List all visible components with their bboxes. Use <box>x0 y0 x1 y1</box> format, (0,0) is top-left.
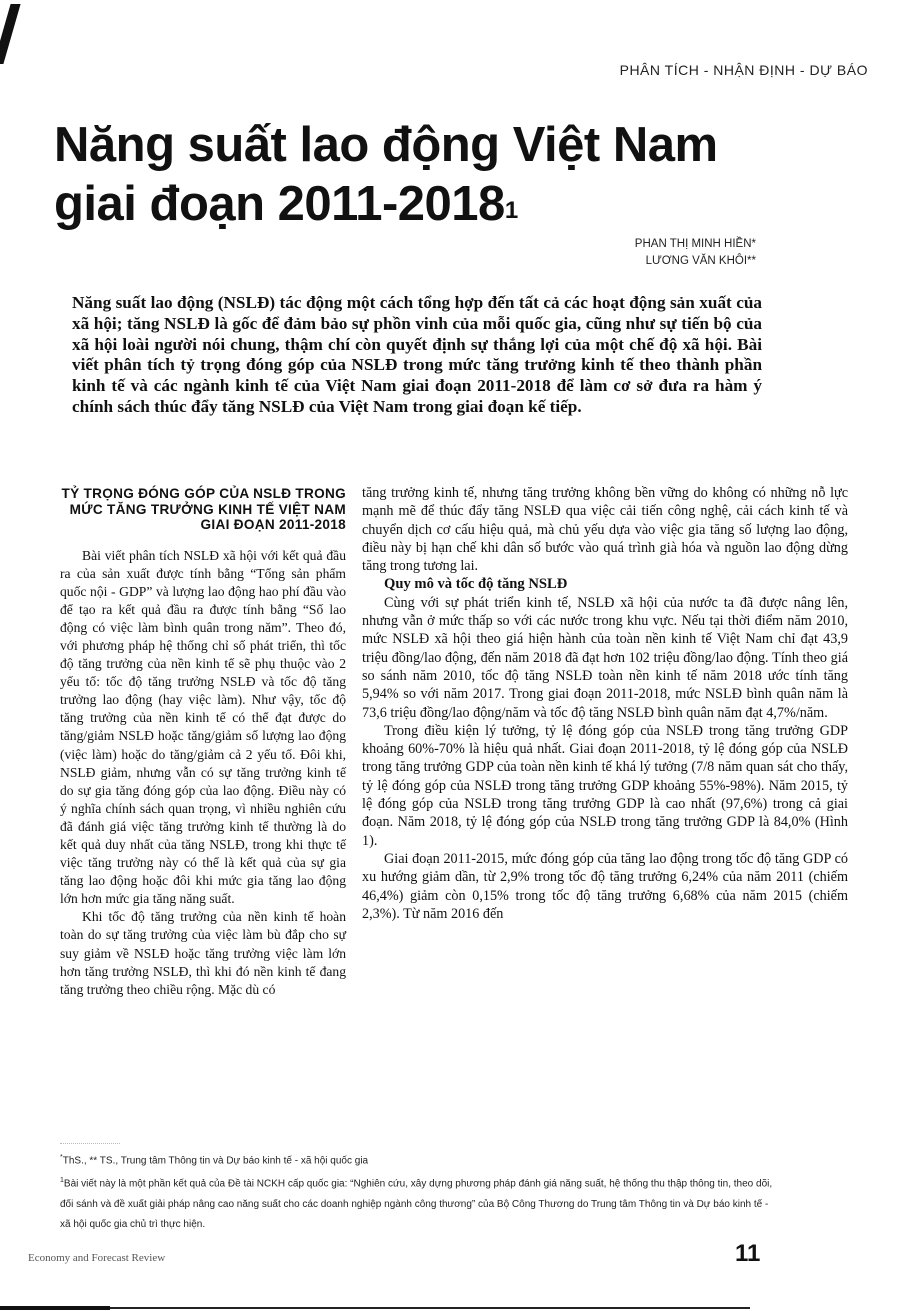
bottom-rule-thin <box>110 1307 750 1309</box>
abstract: Năng suất lao động (NSLĐ) tác động một cách tổng hợp đến tất cả các hoạt động sản xuất của xã hội; tăng NSLĐ là gốc để đảm bảo sự phồn vinh của mỗi quốc gia, cũng như sự tiến bộ của xã hội loài người nói chung, thậm chí còn quyết định sự thắng lợi của một chế độ xã hội. Bài viết phân tích tỷ trọng đóng góp của NSLĐ trong mức tăng trưởng kinh tế theo thành phần kinh tế và các ngành kinh tế của Việt Nam giai đoạn 2011-2018 để làm cơ sở đưa ra hàm ý chính sách thúc đẩy tăng NSLĐ của Việt Nam trong giai đoạn kế tiếp. <box>72 293 762 416</box>
footnote-title <box>60 1171 780 1234</box>
footnotes <box>60 1148 780 1235</box>
journal-name: Economy and Forecast Review <box>28 1252 166 1264</box>
paragraph: Bài viết phân tích NSLĐ xã hội với kết quả đầu ra của sản xuất được tính bằng “Tổng sản phẩm quốc nội - GDP” và lượng lao động hao phí đầu vào để tạo ra kết quả đầu ra được tính bằng “Số lao động có việc làm bình quân trong năm”. Theo đó, với phương pháp hệ thống chỉ số phát triển, thì tốc độ tăng trưởng của nền kinh tế sẽ phụ thuộc vào 2 yếu tố: tốc độ tăng trưởng NSLĐ và tốc độ tăng trưởng lao động (hay việc làm). Như vậy, tốc độ tăng trưởng của nền kinh tế có thể đạt được do tăng/giảm NSLĐ hoặc tăng/giảm số lượng lao động (việc làm) hoặc do tăng/giảm cả 2 yếu tố. Đôi khi, NSLĐ giảm, nhưng vẫn có sự tăng trưởng kinh tế do sự gia tăng đóng góp của lao động. Điều này có ý nghĩa chính sách quan trọng, vì nhiều nghiên cứu đã đánh giá việc tăng trưởng kinh tế thường là do kết quả duy nhất của tăng NSLĐ, trong khi thực tế việc tăng trưởng này có thể là kết quả của sự gia tăng lao động hoặc đôi khi mức gia tăng lao động lớn hơn mức gia tăng năng suất. <box>60 547 346 907</box>
subheading: Quy mô và tốc độ tăng NSLĐ <box>384 576 568 593</box>
paragraph: Giai đoạn 2011-2015, mức đóng góp của tăng lao động trong tốc độ tăng GDP có xu hướng giảm dần, từ 2,9% trong tốc độ tăng trưởng 6,24% của năm 2011 (chiếm 46,4%) giảm còn 0,15% trong tốc độ tăng trưởng 6,68% của năm 2015 (chiếm 2,3%). Từ năm 2016 đến <box>362 850 848 922</box>
footnote-text: ThS., ** TS., Trung tâm Thông tin và Dự báo kinh tế - xã hội quốc gia <box>62 1155 369 1167</box>
bottom-rule <box>0 1306 110 1310</box>
paragraph-continuation: tăng trưởng kinh tế, nhưng tăng trưởng không bền vững do không có những nỗ lực mạnh mẽ để thúc đẩy tăng NSLĐ qua việc cải tiến công nghệ, cải cách kinh tế và chuyển dịch cơ cấu hiệu quả, mà chủ yếu dựa vào việc gia tăng số lượng lao động, điều này bị hạn chế khi dân số bước vào quá trình già hóa và nguồn lao động dừng tăng trong tương lai. <box>362 485 848 575</box>
page-number: 11 <box>735 1240 761 1267</box>
paragraph: Trong điều kiện lý tưởng, tỷ lệ đóng góp của NSLĐ trong tăng trưởng GDP khoảng 60%-70% là hiệu quả nhất. Giai đoạn 2011-2018, tỷ lệ đóng góp của NSLĐ trong tăng trưởng GDP của toàn nền kinh tế khá lý tưởng (7/8 năm quan sát cho thấy, tỷ lệ đóng góp của NSLĐ trong tăng trưởng GDP khoảng 55%-98%). Năm 2015, tỷ lệ đóng góp của NSLĐ trong tăng trưởng GDP là cao nhất (97,6%) trong cả giai đoạn. Năm 2018, tỷ lệ đóng góp của NSLĐ trong tăng trưởng GDP là 84,0% (Hình 1). <box>362 722 848 849</box>
left-column <box>60 486 346 999</box>
title-line-2: giai đoạn 2011-2018 <box>54 177 505 231</box>
title-line-1: Năng suất lao động Việt Nam <box>54 118 718 172</box>
section-heading: TỶ TRỌNG ĐÓNG GÓP CỦA NSLĐ TRONG MỨC TĂNG TRƯỞNG KINH TẾ VIỆT NAM GIAI ĐOẠN 2011-2018 <box>61 486 346 532</box>
authors <box>635 236 756 270</box>
paragraph: Khi tốc độ tăng trưởng của nền kinh tế hoàn toàn do sự tăng trưởng của việc làm bù đắp cho sự suy giảm về NSLĐ hoặc tăng trưởng việc làm lớn hơn tăng trưởng NSLĐ, thì khi đó nền kinh tế đang tăng trưởng theo chiều rộng. Mặc dù có <box>60 909 346 997</box>
paragraph: Cùng với sự phát triển kinh tế, NSLĐ xã hội của nước ta đã được nâng lên, nhưng vẫn ở mức thấp so với các nước trong khu vực. Nếu tại thời điểm năm 2010, mức NSLĐ xã hội theo giá hiện hành của toàn nền kinh tế Việt Nam chỉ đạt 43,9 triệu đồng/lao động, đến năm 2018 đã đạt hơn 102 triệu đồng/lao động. Tính theo giá so sánh năm 2010, tốc độ tăng NSLĐ toàn nền kinh tế năm 2018 ước tính tăng 5,94% so với năm 2017. Trong giai đoạn 2011-2018, mức NSLĐ bình quân năm là 73,6 triệu đồng/lao động/năm và tốc độ tăng NSLĐ bình quân năm đạt 4,7%/năm. <box>362 594 848 721</box>
author-2: LƯƠNG VĂN KHÔI** <box>645 255 756 267</box>
title-footnote-mark[interactable]: 1 <box>504 197 518 224</box>
footnote-divider <box>60 1143 120 1144</box>
footnote-mark: * <box>60 1154 63 1161</box>
section-label: PHÂN TÍCH - NHẬN ĐỊNH - DỰ BÁO <box>619 62 868 78</box>
footnote-mark: 1 <box>60 1177 64 1185</box>
scan-corner-mark <box>0 4 21 64</box>
right-column <box>362 484 848 923</box>
footnote-authors <box>60 1148 780 1171</box>
author-1: PHAN THỊ MINH HIỀN* <box>634 238 756 250</box>
footnote-text: Bài viết này là một phần kết quả của Đề tài NCKH cấp quốc gia: “Nghiên cứu, xây dựng phương pháp đánh giá năng suất, hệ thống thu thập thông tin, theo dõi, đối sánh và đề xuất giải pháp nâng cao năng suất cho các doanh nghiệp ngành công thương” của Bộ Công Thương do Trung tâm Thông tin và Dự báo kinh tế - xã hội quốc gia chủ trì thực hiện. <box>60 1178 773 1230</box>
article-title <box>54 116 814 234</box>
